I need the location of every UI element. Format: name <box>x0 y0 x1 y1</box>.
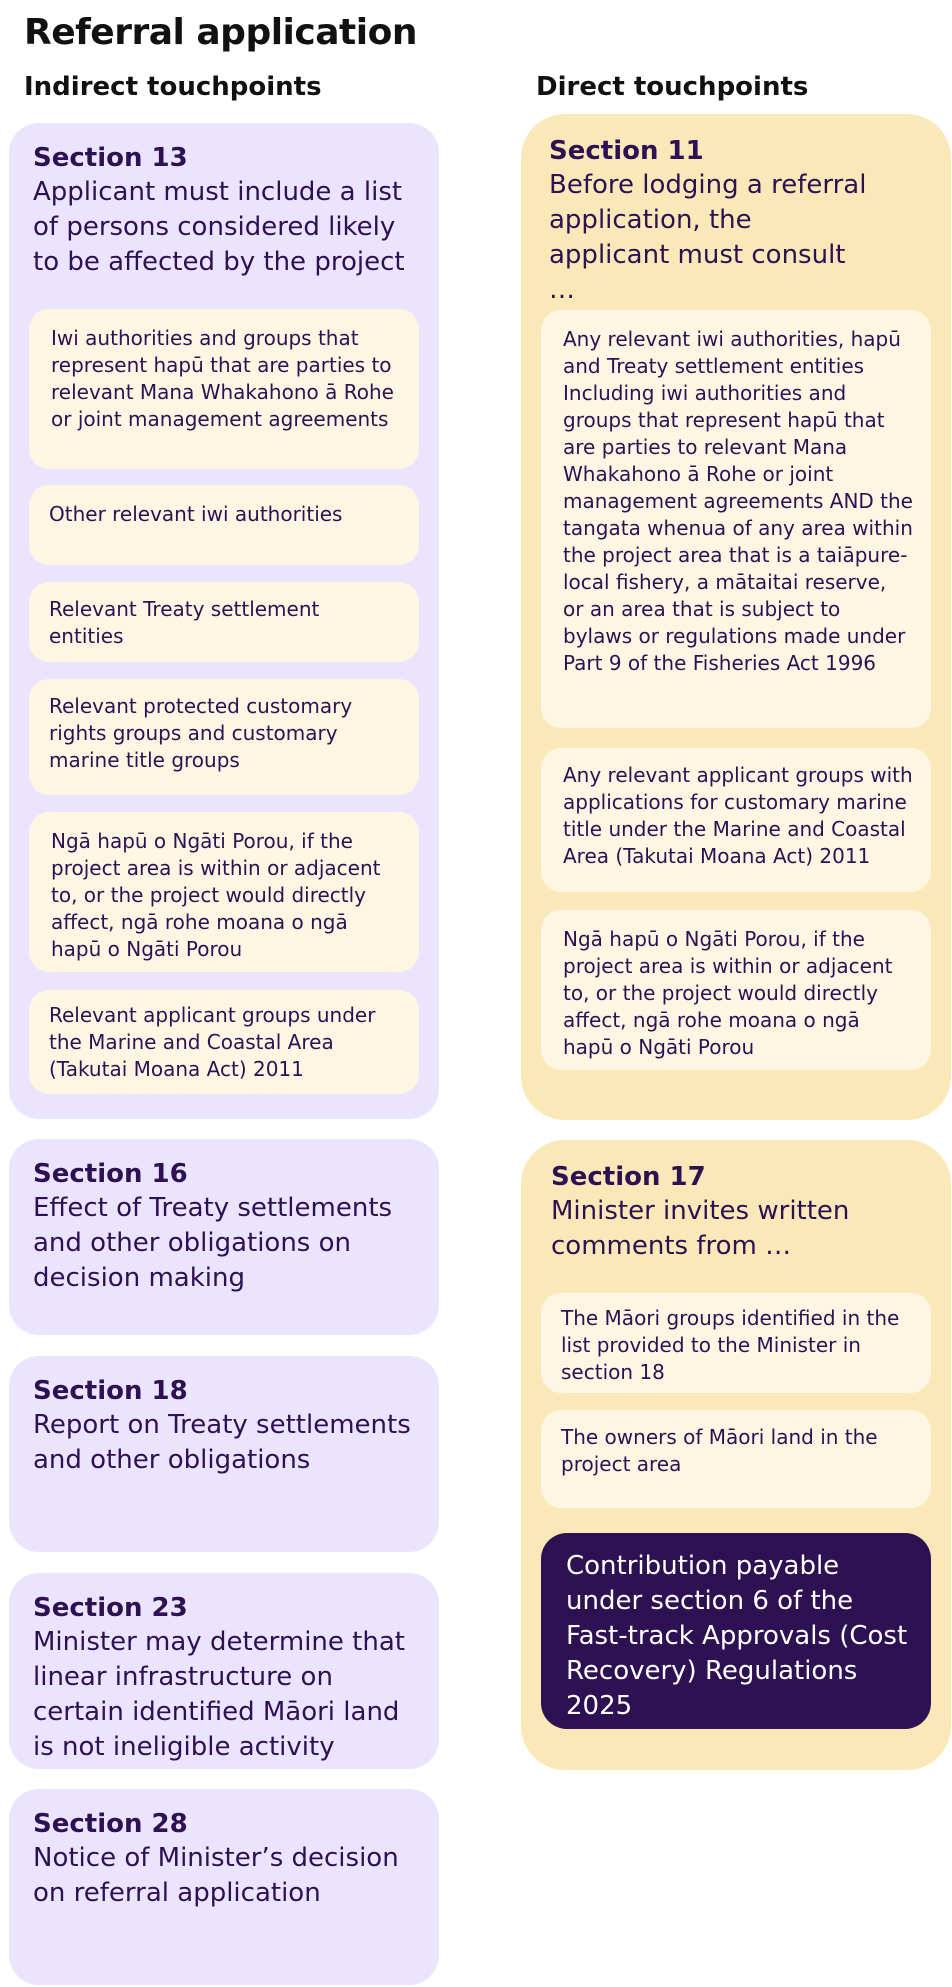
page-title: Referral application <box>24 12 417 53</box>
section-label: Section 28 <box>33 1809 188 1839</box>
section-16-card <box>9 1139 439 1335</box>
indirect-heading: Indirect touchpoints <box>24 72 322 102</box>
section-description: Applicant must include a list of persons considered likely to be affected by the project <box>33 177 405 277</box>
section-label: Section 18 <box>33 1376 188 1406</box>
section-28-card <box>9 1789 439 1985</box>
section-label: Section 11 <box>549 136 704 166</box>
section-13-item: Iwi authorities and groups that represent hapū that are parties to relevant Mana Whakahono ā Rohe or joint management agreements <box>29 309 419 469</box>
direct-heading: Direct touchpoints <box>536 72 809 102</box>
section-description: Effect of Treaty settlements and other obligations on decision making <box>33 1193 393 1293</box>
section-description: Before lodging a referral application, the applicant must consult … <box>549 170 867 305</box>
section-label: Section 16 <box>33 1159 188 1189</box>
cost-recovery-highlight: Contribution payable under section 6 of the Fast-track Approvals (Cost Recovery) Regulations 2025 <box>541 1533 931 1729</box>
section-description: Report on Treaty settlements and other obligations <box>33 1410 411 1475</box>
section-description: Minister invites written comments from … <box>551 1196 850 1261</box>
section-13-item: Ngā hapū o Ngāti Porou, if the project area is within or adjacent to, or the project would directly affect, ngā rohe moana o ngā hapū o Ngāti Porou <box>29 812 419 972</box>
section-13-item: Relevant applicant groups under the Marine and Coastal Area (Takutai Moana Act) 2011 <box>29 990 419 1094</box>
section-17-item: The owners of Māori land in the project area <box>541 1410 931 1508</box>
section-23-card <box>9 1573 439 1769</box>
section-13-item: Relevant Treaty settlement entities <box>29 582 419 662</box>
section-description: Minister may determine that linear infrastructure on certain identified Māori land is not ineligible activity <box>33 1627 405 1762</box>
section-11-item: Any relevant iwi authorities, hapū and Treaty settlement entities Including iwi authorities and groups that represent hapū that are parties to relevant Mana Whakahono ā Rohe or joint management agreements AND the tangata whenua of any area within the project area that is a taiāpure-local fishery, a mātaitai reserve, or an area that is subject to bylaws or regulations made under Part 9 of the Fisheries Act 1996 <box>541 310 931 728</box>
section-13-item: Relevant protected customary rights groups and customary marine title groups <box>29 679 419 795</box>
section-description: Notice of Minister’s decision on referral application <box>33 1843 399 1908</box>
section-label: Section 13 <box>33 143 188 173</box>
section-18-card <box>9 1356 439 1552</box>
section-11-item: Ngā hapū o Ngāti Porou, if the project area is within or adjacent to, or the project would directly affect, ngā rohe moana o ngā hapū o Ngāti Porou <box>541 910 931 1070</box>
section-label: Section 17 <box>551 1162 706 1192</box>
section-17-item: The Māori groups identified in the list provided to the Minister in section 18 <box>541 1293 931 1393</box>
section-label: Section 23 <box>33 1593 188 1623</box>
section-13-item: Other relevant iwi authorities <box>29 485 419 565</box>
section-11-item: Any relevant applicant groups with applications for customary marine title under the Marine and Coastal Area (Takutai Moana Act) 2011 <box>541 748 931 892</box>
